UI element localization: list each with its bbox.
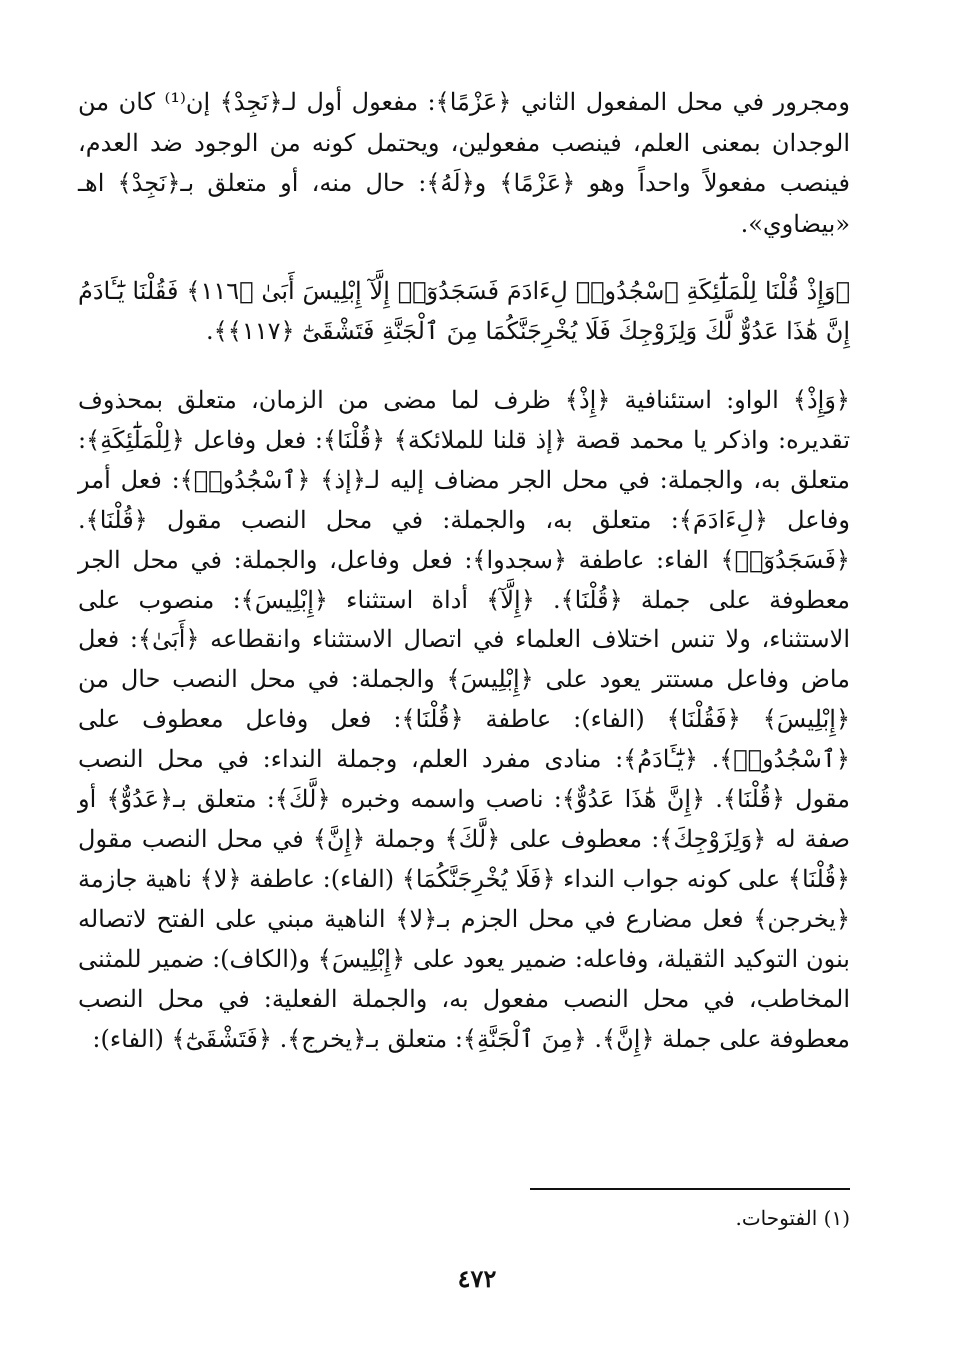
footnote-divider (530, 1188, 850, 1190)
intro-paragraph: ومجرور في محل المفعول الثاني ﴿عَزْمًا﴾: مفعول أول لـ﴿نَجِدْ﴾ إن⁽¹⁾ كان من الوجدان بمعنى العلم، فينصب مفعولين، ويحتمل كونه من الوجود ضد العدم، فينصب مفعولاً واحداً وهو ﴿عَزْمًا﴾ و﴿لَهُ﴾: حال منه، أو متعلق بـ﴿نَجِدْ﴾ اهـ «بيضاوي». (78, 88, 850, 238)
footnote: (١) الفتوحات. (735, 1206, 850, 1230)
page-body (78, 82, 850, 1059)
grammar-analysis-paragraph: ﴿وَإِذْ﴾ الواو: استئنافية ﴿إِذْ﴾ ظرف لما مضى من الزمان، متعلق بمحذوف تقديره: واذكر يا محمد قصة ﴿إذ قلنا للملائكة﴾ ﴿قُلْنَا﴾: فعل وفاعل ﴿لِلْمَلَٰٓئِكَةِ﴾: متعلق به، والجملة: في محل الجر مضاف إليه لـ﴿إذ﴾ ﴿ٱسْجُدُوا۟﴾: فعل أمر وفاعل ﴿لِءَادَمَ﴾: متعلق به، والجملة: في محل النصب مقول ﴿قُلْنَا﴾. ﴿فَسَجَدُوٓا۟﴾ الفاء: عاطفة ﴿سجدوا﴾: فعل وفاعل، والجملة: في محل الجر معطوفة على جملة ﴿قُلْنَا﴾. ﴿إِلَّآ﴾ أداة استثناء ﴿إِبْلِيسَ﴾: منصوب على الاستثناء، ولا تنس اختلاف العلماء في اتصال الاستثناء وانقطاعه ﴿أَبَىٰ﴾: فعل ماض وفاعل مستتر يعود على ﴿إِبْلِيسَ﴾ والجملة: في محل النصب حال من ﴿إِبْلِيسَ﴾ ﴿فَقُلْنَا﴾ (الفاء): عاطفة ﴿قُلْنَا﴾: فعل وفاعل معطوف على ﴿ٱسْجُدُوا۟﴾. ﴿يَٰٓـَٔادَمُ﴾: منادى مفرد العلم، وجملة النداء: في محل النصب مقول ﴿قُلْنَا﴾. ﴿إِنَّ هَٰذَا عَدُوٌّ﴾: ناصب واسمه وخبره ﴿لَّكَ﴾: متعلق بـ﴿عَدُوٌّ﴾ أو صفة له ﴿وَلِزَوْجِكَ﴾: معطوف على ﴿لَّكَ﴾ وجملة ﴿إِنَّ﴾ في محل النصب مقول ﴿قُلْنَا﴾ على كونه جواب النداء ﴿فَلَا يُخْرِجَنَّكُمَا﴾ (الفاء): عاطفة ﴿لا﴾ ناهية جازمة ﴿يخرجن﴾ فعل مضارع في محل الجزم بـ﴿لا﴾ الناهية مبني على الفتح لاتصاله بنون التوكيد الثقيلة، وفاعله: ضمير يعود على ﴿إِبْلِيسَ﴾ و(الكاف): ضمير للمثنى المخاطب، في محل النصب مفعول به، والجملة الفعلية: في محل النصب معطوفة على جملة ﴿إِنَّ﴾. ﴿مِنَ ٱلْجَنَّةِ﴾: متعلق بـ﴿يخرج﴾. ﴿فَتَشْقَىٰٓ﴾ (الفاء): (78, 386, 851, 1053)
page-number: ٤٧٢ (457, 1264, 497, 1293)
quran-verse: ﴿وَإِذْ قُلْنَا لِلْمَلَٰٓئِكَةِ ٱسْجُدُوا۟ لِءَادَمَ فَسَجَدُوٓا۟ إِلَّآ إِبْلِيسَ أَبَىٰ ﴿١١٦﴾ فَقُلْنَا يَٰٓـَٔادَمُ إِنَّ هَٰذَا عَدُوٌّ لَّكَ وَلِزَوْجِكَ فَلَا يُخْرِجَنَّكُمَا مِنَ ٱلْجَنَّةِ فَتَشْقَىٰٓ ﴿١١٧﴾﴾. (78, 277, 850, 345)
